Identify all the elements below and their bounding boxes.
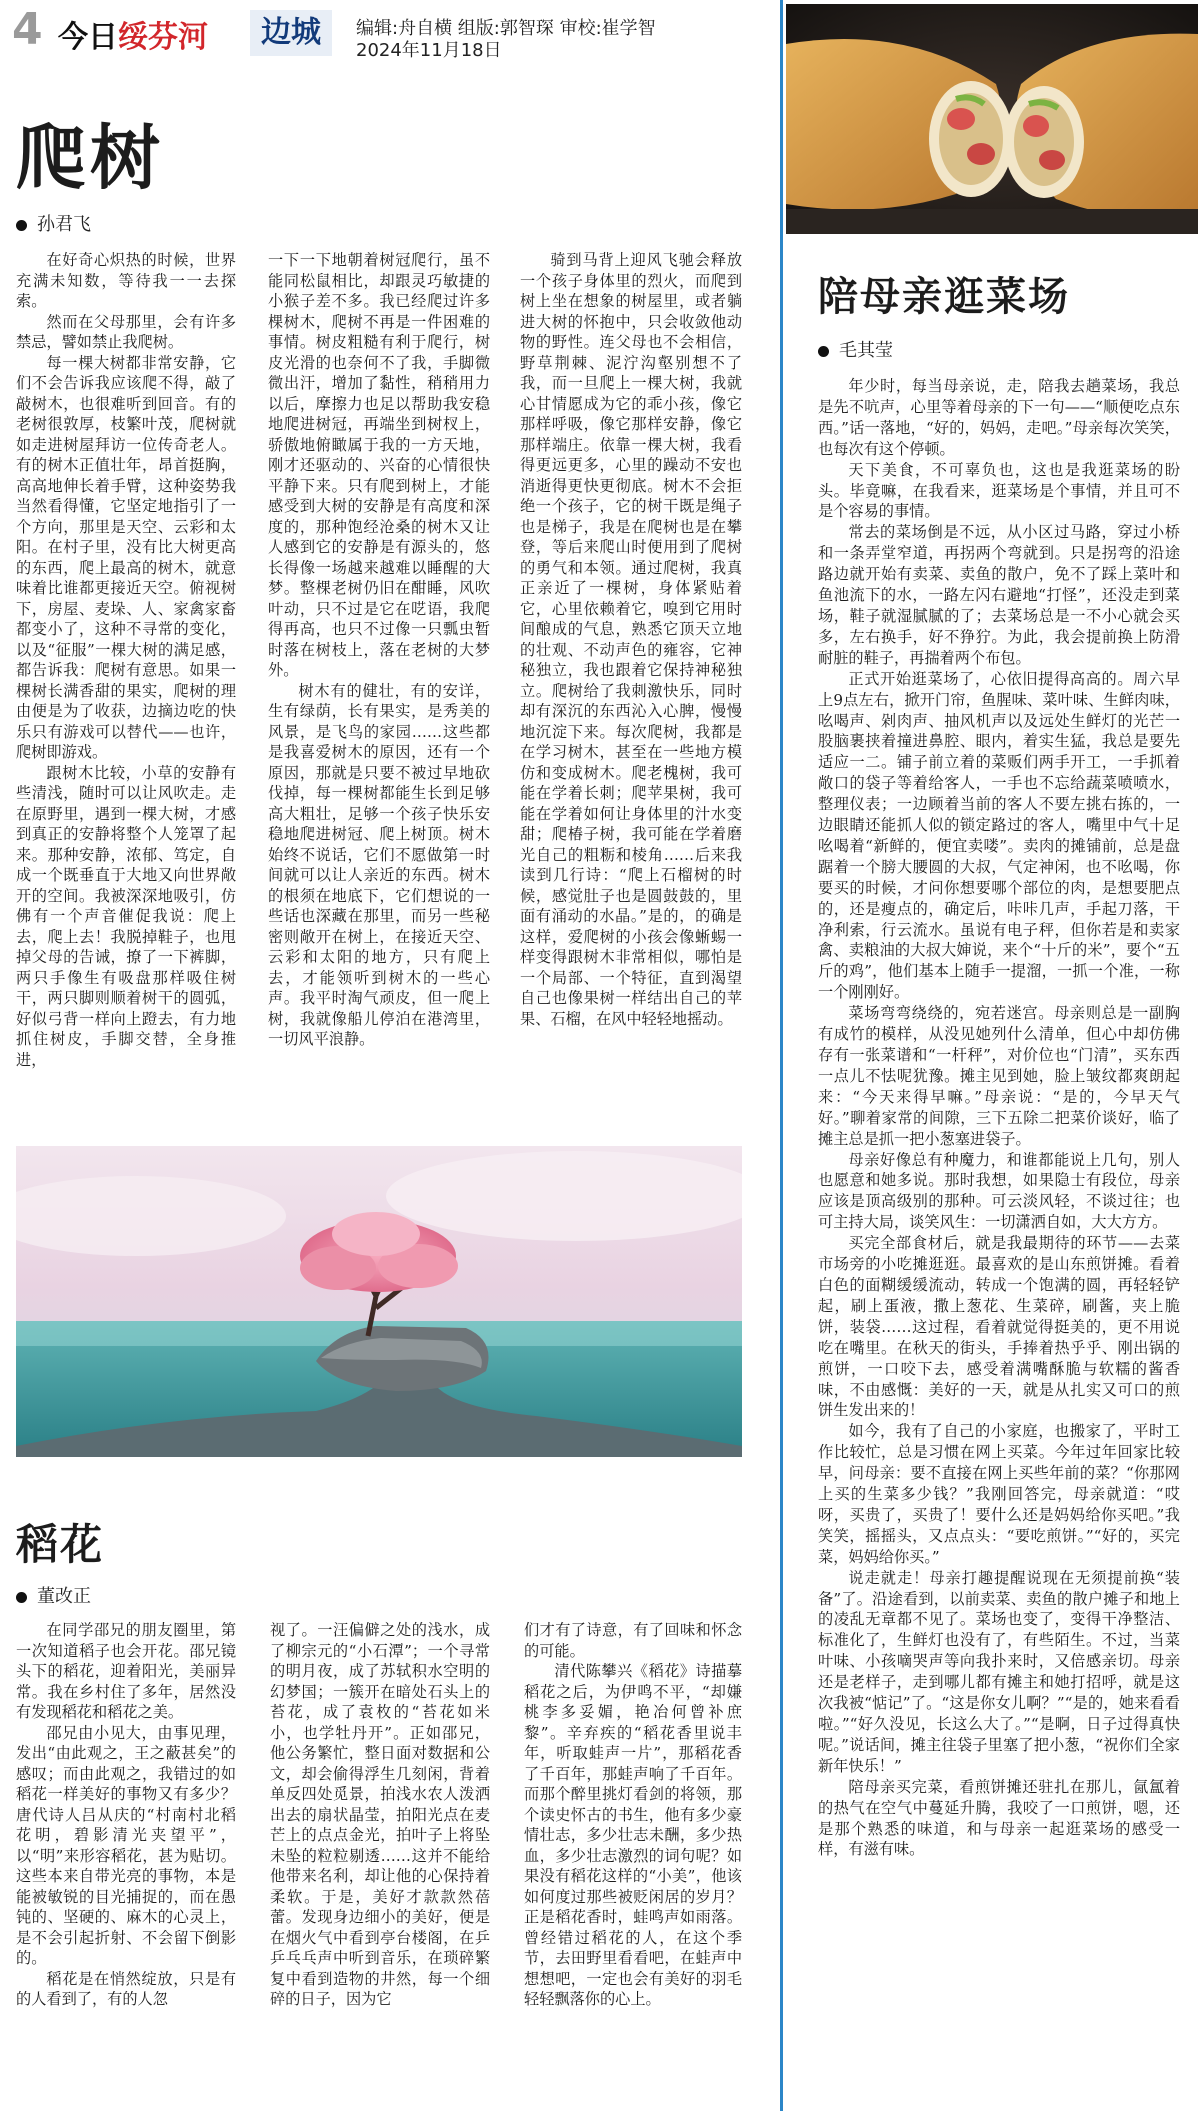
byline-bullet [818, 346, 829, 357]
article-title-market-with-mother: 陪母亲逛菜场 [818, 273, 1070, 320]
paragraph: 清代陈攀兴《稻花》诗描摹稻花之后，为伊鸣不平，“却嫌桃李多妥媚，艳冶何曾补庶黎”。辛弃疾的“稻花香里说丰年，听取蛙声一片”，那稻花香了千百年，那蛙声响了千百年。而那个醉里挑灯看剑的将领，那个读史怀古的书生，他有多少豪情壮志，多少壮志未酬，多少热血，多少壮志激烈的词句呢？如果没有稻花这样的“小美”，他该如何度过那些被贬闲居的岁月？正是稻花香时，蛙鸣声如雨落。曾经错过稻花的人，在这个季节，去田野里看看吧，在蛙声中想想吧，一定也会有美好的羽毛轻轻飘落你的心上。 [524, 1662, 742, 2008]
article-column [520, 250, 742, 1138]
author-name: 毛其莹 [839, 340, 893, 361]
paragraph: 们才有了诗意，有了回味和怀念的可能。 [524, 1621, 742, 1660]
newspaper-name-prefix: 今日 [58, 20, 118, 55]
article-byline [16, 210, 91, 236]
article-byline [818, 336, 893, 362]
editor-line: 编辑:舟自横 组版:郭智琛 审校:崔学智 [356, 18, 656, 39]
column-divider [780, 0, 783, 2111]
paragraph: 母亲好像总有种魔力，和谁都能说上几句，别人也愿意和她多说。那时我想，如果隐士有段位，母亲应该是顶高级别的那种。可云淡风轻，不谈过往；也可主持大局，谈笑风生：一切潇洒自如，大大方方。 [818, 1150, 1180, 1232]
page-header [0, 0, 780, 80]
paragraph: 视了。一汪偏僻之处的浅水，成了柳宗元的“小石潭”；一个寻常的明月夜，成了苏轼积水空明的幻梦国；一簇开在暗处石头上的苔花，成了袁枚的“苔花如米小，也学牡丹开”。正如邵兄，他公务繁忙，整日面对数据和公文，却会偷得浮生几刻闲，背着单反四处觅景，拍浅水农人泼洒出去的扇状晶莹，拍阳光点在麦芒上的点点金光，拍叶子上将坠未坠的粒粒剔透……这并不能给他带来名利，却让他的心保持着柔软。于是，美好才款款然蓓蕾。发现身边细小的美好，便是在烟火气中看到亭台楼阁，在乒乒乓乓声中听到音乐，在琐碎繁复中看到造物的井然，每一个细碎的日子，因为它 [270, 1621, 490, 2008]
paragraph: 在好奇心炽热的时候，世界充满未知数，等待我一一去探索。 [16, 251, 236, 310]
article-column [270, 1620, 490, 2098]
paragraph: 买完全部食材后，就是我最期待的环节——去菜市场旁的小吃摊逛逛。最喜欢的是山东煎饼摊。看着白色的面糊缓缓流动，转成一个饱满的圆，再轻轻铲起，刷上蛋液，撒上葱花、生菜碎，刷酱，夹上脆饼，装袋……这过程，看着就觉得挺美的，更不用说吃在嘴里。在秋天的街头，手捧着热乎乎、刚出锅的煎饼，一口咬下去，感受着满嘴酥脆与软糯的酱香味，不由感慨：美好的一天，就是从扎实又可口的煎饼生发出来的！ [818, 1234, 1180, 1420]
editorial-credits [356, 18, 656, 62]
paragraph: 正式开始逛菜场了，心依旧提得高高的。周六早上9点左右，掀开门帘，鱼腥味、菜叶味、生鲜肉味，吆喝声、剁肉声、抽风机声以及远处生鲜灯的光芒一股脑裹挟着撞进鼻腔、眼内，着实生猛，我总是要先适应一二。铺子前立着的菜贩们两手开工，一手抓着敞口的袋子等着给客人，一手也不忘给蔬菜喷喷水，整理仪表；一边顾着当前的客人不要左挑右拣的，一边眼睛还能抓人似的锁定路过的客人，嘴里中气十足吆喝着“新鲜的，便宜卖喽”。卖肉的摊铺前，总是盘踞着一个膀大腰圆的大叔，气定神闲，也不吆喝，你要买的时候，才问你想要哪个部位的肉，是想要肥点的，还是瘦点的，确定后，咔咔几声，手起刀落，干净利索，行云流水。虽说有电子秤，但你若是和卖家禽、卖粮油的大叔大婶说，来个“十斤的米”，要个“五斤的鸡”，他们基本上随手一提溜，一抓一个准，一称一个刚刚好。 [818, 669, 1180, 1002]
page-number: 4 [12, 4, 43, 55]
jianbing-wrap-photo [786, 4, 1198, 234]
paragraph: 跟树木比较，小草的安静有些清浅，随时可以让风吹走。走在原野里，遇到一棵大树，才感到真正的安静将整个人笼罩了起来。那种安静，浓郁、笃定，自成一个既垂直于大地又向世界敞开的空间。我被深深地吸引，仿佛有一个声音催促我说：爬上去，爬上去！我脱掉鞋子，也甩掉父母的告诫，撩了一下裤脚，两只手像生有吸盘那样吸住树干，两只脚则顺着树干的圆弧，好似弓背一样向上蹬去，有力地抓住树皮，手脚交替，全身推进， [16, 763, 236, 1069]
section-label: 边城 [250, 10, 332, 56]
article-column [524, 1620, 742, 2098]
author-name: 孙君飞 [37, 214, 91, 235]
paragraph: 稻花是在悄然绽放，只是有的人看到了，有的人忽 [16, 1969, 236, 2008]
byline-bullet [16, 220, 27, 231]
paragraph: 年少时，每当母亲说，走，陪我去趟菜场，我总是先不吭声，心里等着母亲的下一句——“顺便吃点东西。”话一落地，“好的，妈妈，走吧。”母亲每次笑笑，也每次有这个停顿。 [818, 377, 1180, 458]
newspaper-name-city: 绥芬河 [118, 20, 208, 55]
paragraph: 在同学邵兄的朋友圈里，第一次知道稻子也会开花。邵兄镜头下的稻花，迎着阳光，美丽异常。我在乡村住了多年，居然没有发现稻花和稻花之美。 [16, 1621, 236, 1721]
paragraph: 邵兄由小见大，由事见理，发出“由此观之，王之蔽甚矣”的感叹；而由此观之，我错过的如稻花一样美好的事物又有多少？唐代诗人吕从庆的“村南村北稻花明，碧影清光夹望平”，以“明”来形容稻花，甚为贴切。这些本来自带光亮的事物，本是能被敏锐的目光捕捉的，而在愚钝的、坚硬的、麻木的心灵上，是不会引起折射、不会留下倒影的。 [16, 1723, 236, 1967]
paragraph: 树木有的健壮，有的安详，生有绿荫，长有果实，是秀美的风景，是飞鸟的家园……这些都是我喜爱树木的原因，还有一个原因，那就是只要不被过早地砍伐掉，每一棵树都能生长到足够高大粗壮，足够一个孩子快乐安稳地爬进树冠、爬上树顶。树木始终不说话，它们不愿做第一时间就可以让人亲近的东西。树木的根须在地底下，它们想说的一些话也深藏在那里，而另一些秘密则敞开在树上，在接近天空、云彩和太阳的地方，只有爬上去，才能领听到树木的一些心声。我平时淘气顽皮，但一爬上树，我就像船儿停泊在港湾里，一切风平浪静。 [268, 681, 490, 1048]
article-column [268, 250, 490, 1138]
newspaper-name [58, 12, 208, 56]
author-name: 董改正 [37, 1586, 91, 1607]
paragraph: 一下一下地朝着树冠爬行，虽不能同松鼠相比，却跟灵巧敏捷的小猴子差不多。我已经爬过许多棵树木，爬树不再是一件困难的事情。树皮粗糙有利于爬行，树皮光滑的也奈何不了我，手脚微微出汗，增加了黏性，稍稍用力以后，摩擦力也足以帮助我安稳地爬进树冠，再端坐到树杈上，骄傲地俯瞰属于我的一方天地，刚才还驱动的、兴奋的心情很快平静下来。只有爬到树上，才能感受到大树的安静是有高度和深度的，那种饱经沧桑的树木又让人感到它的安静是有源头的，悠长得像一场越来越难以睡醒的大梦。整棵老树仍旧在酣睡，风吹叶动，只不过是它在呓语，我爬得再高，也只不过像一只瓢虫暂时落在树枝上，落在老树的大梦外。 [268, 251, 490, 679]
article-title-rice-flowers: 稻花 [16, 1520, 105, 1569]
article-title-climbing-trees: 爬树 [16, 116, 164, 199]
paragraph: 天下美食，不可辜负也，这也是我逛菜场的盼头。毕竟嘛，在我看来，逛菜场是个事情，并且可不是个容易的事情。 [818, 460, 1180, 521]
paragraph: 说走就走！母亲打趣提醒说现在无须提前换“装备”了。沿途看到，以前卖菜、卖鱼的散户摊子和地上的凌乱无章都不见了。菜场也变了，变得干净整洁、标准化了，生鲜灯也没有了，有些陌生。不过，当菜叶味、小孩嘀哭声等向我扑来时，又倍感亲切。母亲还是老样子，走到哪儿都有摊主和她打招呼，就是这次我被“惦记”了。“这是你女儿啊？”“是的，她来看看啦。”“好久没见，长这么大了。”“是啊，日子过得真快呢。”说话间，摊主往袋子里塞了把小葱，“祝你们全家新年快乐！” [818, 1568, 1180, 1775]
paragraph: 菜场弯弯绕绕的，宛若迷宫。母亲则总是一副胸有成竹的模样，从没见她列什么清单，但心中却仿佛存有一张菜谱和“一杆秤”，对价位也“门清”，买东西一点儿不怯呢犹豫。摊主见到她，脸上皱纹都爽朗起来：“今天来得早嘛。”母亲说：“是的，今早天气好。”聊着家常的间隙，三下五除二把菜价谈好，临了摊主总是抓一把小葱塞进袋子。 [818, 1004, 1180, 1148]
article-column [818, 376, 1180, 2098]
article-column [16, 1620, 236, 2098]
paragraph: 骑到马背上迎风飞驰会释放一个孩子身体里的烈火，而爬到树上坐在想象的树屋里，或者躺进大树的怀抱中，只会收敛他动物的野性。连父母也不会相信，野草荆棘、泥泞沟壑别想不了我，而一旦爬上一棵大树，我就心甘情愿成为它的乖小孩，像它那样呼吸，像它那样安静，像它那样端庄。依靠一棵大树，我看得更远更多，心里的躁动不安也消逝得更快更彻底。树木不会拒绝一个孩子，它的树干既是绳子也是梯子，我是在爬树也是在攀登，等后来爬山时便用到了爬树的勇气和本领。通过爬树，我真正亲近了一棵树，身体紧贴着它，心里依赖着它，嗅到它用时间酿成的气息，熟悉它顶天立地的壮观、不动声色的雍容，它神秘独立，我也跟着它保持神秘独立。爬树给了我刺激快乐，同时却有深沉的东西沁入心脾，慢慢地沉淀下来。每次爬树，我都是在学习树木，甚至在一些地方模仿和变成树木。爬老槐树，我可能在学着长刺；爬苹果树，我可能在学着如何让身体里的汁水变甜；爬椿子树，我可能在学着磨光自己的粗粝和棱角……后来我读到几行诗：“爬上石榴树的时候，感觉肚子也是圆鼓鼓的，里面有涌动的水晶。”是的，的确是这样，爱爬树的小孩会像蜥蜴一样变得跟树木非常相似，哪怕是一个局部、一个特征，直到渴望自己也像果树一样结出自己的苹果、石榴，在风中轻轻地摇动。 [520, 251, 742, 1028]
paragraph: 然而在父母那里，会有许多禁忌，譬如禁止我爬树。 [16, 312, 236, 351]
byline-bullet [16, 1592, 27, 1603]
article-byline [16, 1582, 91, 1608]
paragraph: 陪母亲买完菜，看煎饼摊还驻扎在那儿，氤氲着的热气在空气中蔓延升腾，我咬了一口煎饼，嗯，还是那个熟悉的味道，和与母亲一起逛菜场的感受一样，有滋有味。 [818, 1777, 1180, 1859]
paragraph: 每一棵大树都非常安静，它们不会告诉我应该爬不得，敲了敲树木，也很难听到回音。有的老树很敦厚，枝繁叶茂，爬树就如走进树屋拜访一位传奇老人。有的树木正值壮年，昂首挺胸，高高地伸长着手臂，这种姿势我当然看得懂，它坚定地指引了一个方向，那里是天空、云彩和太阳。在村子里，没有比大树更高的东西，爬上最高的树木，就意味着比谁都更接近天空。俯视树下，房屋、麦垛、人、家禽家畜都变小了，这种不寻常的变化，以及“征服”一棵大树的满足感，都告诉我：爬树有意思。如果一棵树长满香甜的果实，爬树的理由便是为了收获，边摘边吃的快乐只有游戏可以替代——也许，爬树即游戏。 [16, 353, 236, 761]
paragraph: 如今，我有了自己的小家庭，也搬家了，平时工作比较忙，总是习惯在网上买菜。今年过年回家比较早，问母亲：要不直接在网上买些年前的菜？“你那网上买的生菜多少钱？”我刚回答完，母亲就道：“哎呀，买贵了，买贵了！要什么还是妈妈给你买吧。”我笑笑，摇摇头，又点点头：“要吃煎饼。”“好的，买完菜，妈妈给你买。” [818, 1422, 1180, 1566]
issue-date: 2024年11月18日 [356, 40, 502, 61]
tree-on-rock-illustration [16, 1146, 742, 1457]
paragraph: 常去的菜场倒是不远，从小区过马路，穿过小桥和一条弄堂窄道，再拐两个弯就到。只是拐弯的沿途路边就开始有卖菜、卖鱼的散户，免不了踩上菜叶和鱼池流下的水，一路左闪右避地“打怪”，还没走到菜场，鞋子就湿腻腻的了；去菜场总是一不小心就会买多，左右换手，好不狰狞。为此，我会提前换上防滑耐脏的鞋子，再揣着两个布包。 [818, 523, 1180, 667]
article-column [16, 250, 236, 1138]
